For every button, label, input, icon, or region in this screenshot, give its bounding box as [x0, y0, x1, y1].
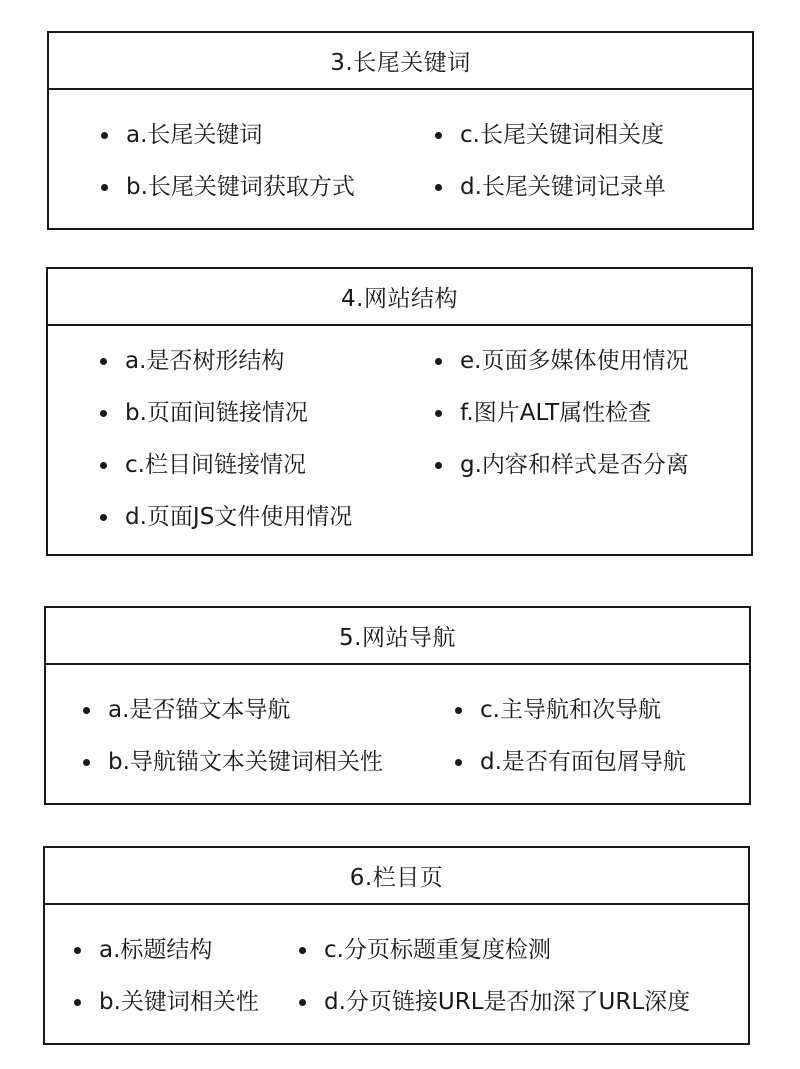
list-item: [455, 747, 686, 777]
item-label: c.栏目间链接情况: [125, 452, 306, 478]
bullet-icon: [435, 132, 442, 139]
item-label: d.分页链接URL是否加深了URL深度: [324, 989, 691, 1015]
list-item: [435, 346, 688, 376]
item-label: b.页面间链接情况: [125, 400, 308, 426]
section-site-navigation: [44, 606, 751, 805]
section-title: 6.栏目页: [45, 848, 748, 905]
item-label: d.长尾关键词记录单: [460, 174, 666, 200]
bullet-icon: [455, 759, 462, 766]
bullet-icon: [74, 947, 81, 954]
bullet-icon: [101, 184, 108, 191]
bullet-icon: [299, 947, 306, 954]
bullet-icon: [100, 410, 107, 417]
bullet-icon: [435, 358, 442, 365]
list-item: [435, 172, 666, 202]
item-label: f.图片ALT属性检查: [460, 400, 652, 426]
bullet-icon: [455, 707, 462, 714]
bullet-icon: [299, 999, 306, 1006]
item-label: d.是否有面包屑导航: [480, 749, 686, 775]
bullet-icon: [74, 999, 81, 1006]
section-site-structure: [46, 267, 753, 556]
list-item: [101, 172, 355, 202]
item-label: c.长尾关键词相关度: [460, 122, 664, 148]
item-label: c.分页标题重复度检测: [324, 937, 551, 963]
section-category-page: [43, 846, 750, 1045]
list-item: [435, 450, 689, 480]
item-label: e.页面多媒体使用情况: [460, 348, 689, 374]
bullet-icon: [100, 462, 107, 469]
list-item: [455, 695, 661, 725]
item-label: c.主导航和次导航: [480, 697, 661, 723]
item-label: b.关键词相关性: [99, 989, 259, 1015]
list-item: [74, 935, 212, 965]
section-title: 5.网站导航: [46, 608, 749, 665]
item-label: a.是否锚文本导航: [108, 697, 291, 723]
list-item: [100, 346, 284, 376]
list-item: [299, 935, 551, 965]
item-label: a.长尾关键词: [126, 122, 263, 148]
list-item: [83, 747, 383, 777]
item-label: a.标题结构: [99, 937, 213, 963]
list-item: [101, 120, 262, 150]
list-item: [83, 695, 290, 725]
list-item: [100, 502, 352, 532]
bullet-icon: [435, 184, 442, 191]
item-label: b.导航锚文本关键词相关性: [108, 749, 383, 775]
bullet-icon: [101, 132, 108, 139]
bullet-icon: [435, 462, 442, 469]
item-label: b.长尾关键词获取方式: [126, 174, 355, 200]
list-item: [100, 450, 306, 480]
list-item: [435, 398, 651, 428]
list-item: [435, 120, 664, 150]
item-label: d.页面JS文件使用情况: [125, 504, 353, 530]
bullet-icon: [100, 514, 107, 521]
section-title: 4.网站结构: [48, 269, 751, 326]
bullet-icon: [83, 707, 90, 714]
bullet-icon: [100, 358, 107, 365]
bullet-icon: [83, 759, 90, 766]
item-label: g.内容和样式是否分离: [460, 452, 689, 478]
list-item: [100, 398, 308, 428]
list-item: [299, 987, 690, 1017]
bullet-icon: [435, 410, 442, 417]
section-long-tail-keywords: [47, 31, 754, 230]
item-label: a.是否树形结构: [125, 348, 285, 374]
list-item: [74, 987, 259, 1017]
section-title: 3.长尾关键词: [49, 33, 752, 90]
